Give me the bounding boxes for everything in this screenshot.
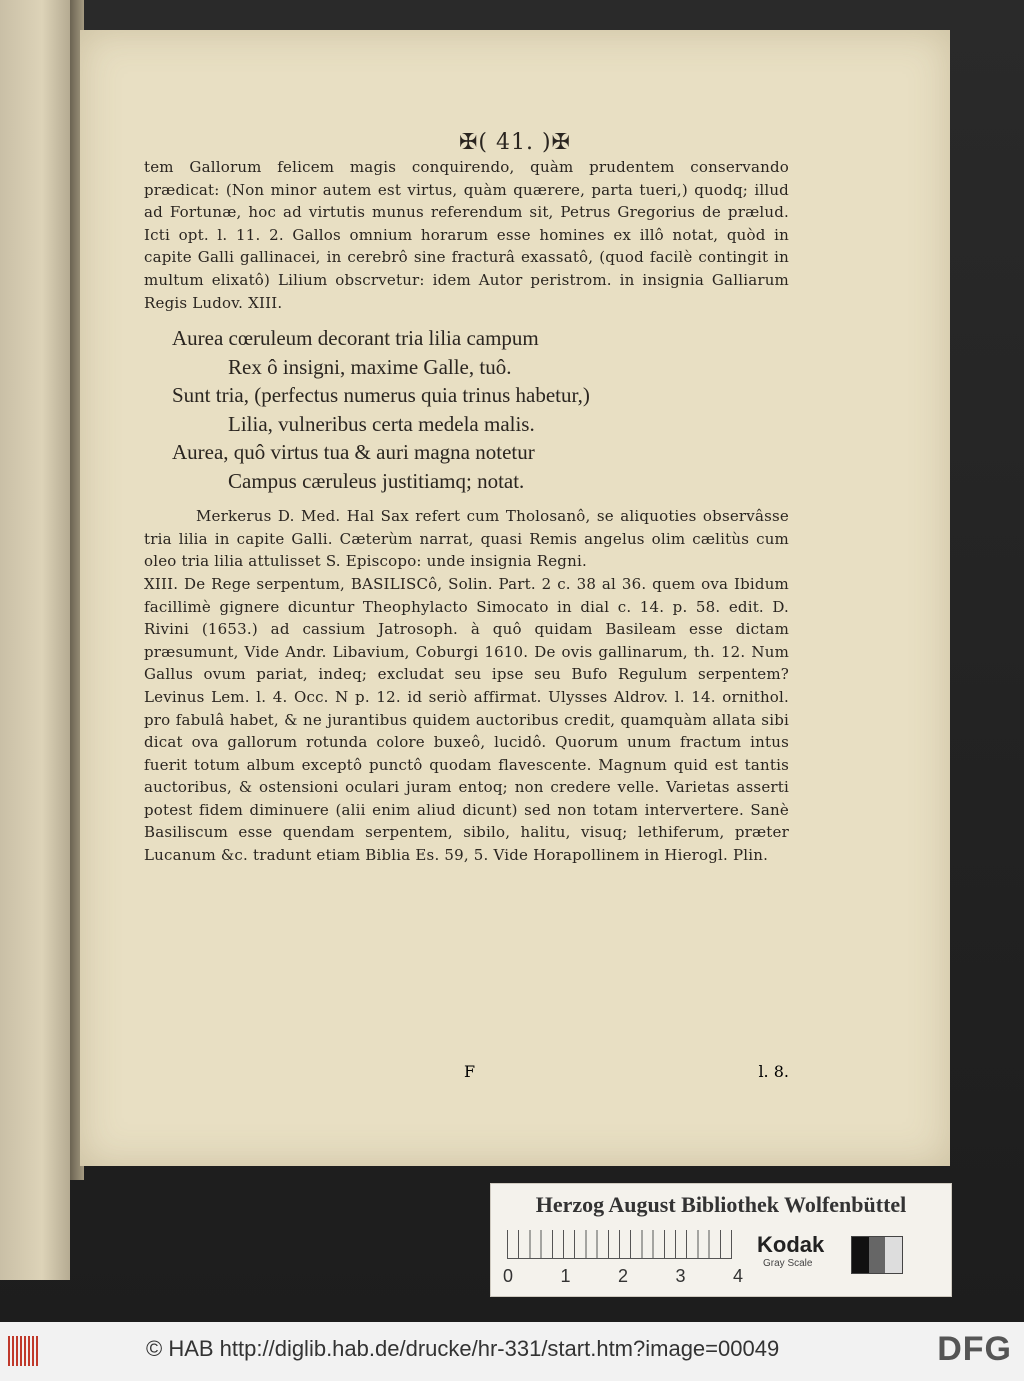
verse-line-3: Sunt tria, (perfectus numerus quia trinus habetur,) (172, 383, 590, 408)
library-name: Herzog August Bibliothek Wolfenbüttel (535, 1192, 907, 1217)
verse-line-5: Aurea, quô virtus tua & auri magna notetur (172, 440, 535, 465)
verse-line-4: Lilia, vulneribus certa medela malis. (228, 411, 535, 436)
ruler-number: 1 (560, 1266, 571, 1286)
ruler-number: 4 (732, 1266, 743, 1286)
page-running-head: ✠( 41. )✠ (458, 130, 571, 155)
footer-bar (0, 1322, 1024, 1381)
verse-line-2: Rex ô insigni, maxime Galle, tuô. (228, 354, 512, 379)
color-chart (490, 1183, 952, 1297)
paragraph-1: tem Gallorum felicem magis conquirendo, quàm prudentem conservando prædicat: (Non minor autem est virtus, quàm quærere, parta tueri,) quodq; illud ad Fortunæ, hoc ad virtutis munus referendum sit, Petrus Gregorius de prælud. Icti opt. l. 11. 2. Gallos omnium horarum esse homines ex illô notat, quòd in capite Galli gallinacei, in cerebrô sine fracturâ exassatô, (quod facilè contingit in multum elixatô) Lilium obscrvetur: idem Autor peristrom. in insignia Galliarum Regis Ludov. XIII. (144, 158, 789, 312)
verse-block (172, 324, 789, 495)
gray-scale-label: Gray Scale (763, 1258, 813, 1269)
signature-mark: F (464, 1062, 476, 1081)
signature-line (144, 1062, 789, 1081)
left-page-edge (0, 0, 70, 1280)
ruler-number: 0 (503, 1266, 514, 1286)
ruler-numbers (503, 1266, 743, 1287)
ruler-number: 3 (675, 1266, 686, 1286)
hab-logo-icon (8, 1336, 40, 1366)
document-page (80, 30, 950, 1166)
ruler-number: 2 (617, 1266, 628, 1286)
verse-line-1: Aurea cœruleum decorant tria lilia campum (172, 326, 539, 351)
paragraph-3: XIII. De Rege serpentum, BASILISCô, Solin. Part. 2 c. 38 al 36. quem ova Ibidum facillimè gignere dicuntur Theophylacto Simocato in dial c. 14. p. 58. edit. D. Rivini (1653.) ad cassium Jatrosoph. à quô quidam Basileam esse dictam præsumunt, Vide Andr. Libavium, Coburgi 1610. De ovis gallinarum, th. 12. Num Gallus ovum pariat, indeq; excludat seu ipse seu Bufo Regulum serpentem? Levinus Lem. l. 4. Occ. N p. 12. id seriò affirmat. Ulysses Aldrov. l. 14. ornithol. pro fabulâ habet, & ne jurantibus quidem auctoribus credit, quamquàm allata sibi dicat ova gallorum rotunda colore buxeô, lucidô. Quorum unum fractum intus fuerit totum album exceptô punctô quodam flavescente. Magnum quid est tantis auctoribus, & ostensioni oculari juram entoq; non credere velle. Varietas asserti potest fidem diminuere (alii enim aliud dicunt) sed non totam intervertere. Sanè Basiliscum esse quendam serpentem, sibilo, halitu, visuq; lethiferum, præter Lucanum &c. tradunt etiam Biblia Es. 59, 5. Vide Horapollinem in Hierogl. Plin. (144, 574, 789, 865)
catchword: l. 8. (758, 1062, 789, 1081)
footer-credit-link[interactable]: © HAB http://diglib.hab.de/drucke/hr-331/start.htm?image=00049 (146, 1336, 780, 1361)
gray-swatch (851, 1236, 903, 1274)
scale-ruler (507, 1230, 732, 1259)
verse-line-6: Campus cæruleus justitiamq; notat. (228, 468, 525, 493)
paragraph-2: Merkerus D. Med. Hal Sax refert cum Tholosanô, se aliquoties observâsse tria lilia in capite Galli. Cæterùm narrat, quasi Remis angelus olim cælitùs cum oleo tria lilia attulisset S. Episcopo: unde insignia Regni. (144, 507, 789, 571)
dfg-logo: DFG (937, 1330, 1012, 1368)
page-text-block (144, 156, 789, 867)
kodak-logo: Kodak (757, 1232, 825, 1257)
